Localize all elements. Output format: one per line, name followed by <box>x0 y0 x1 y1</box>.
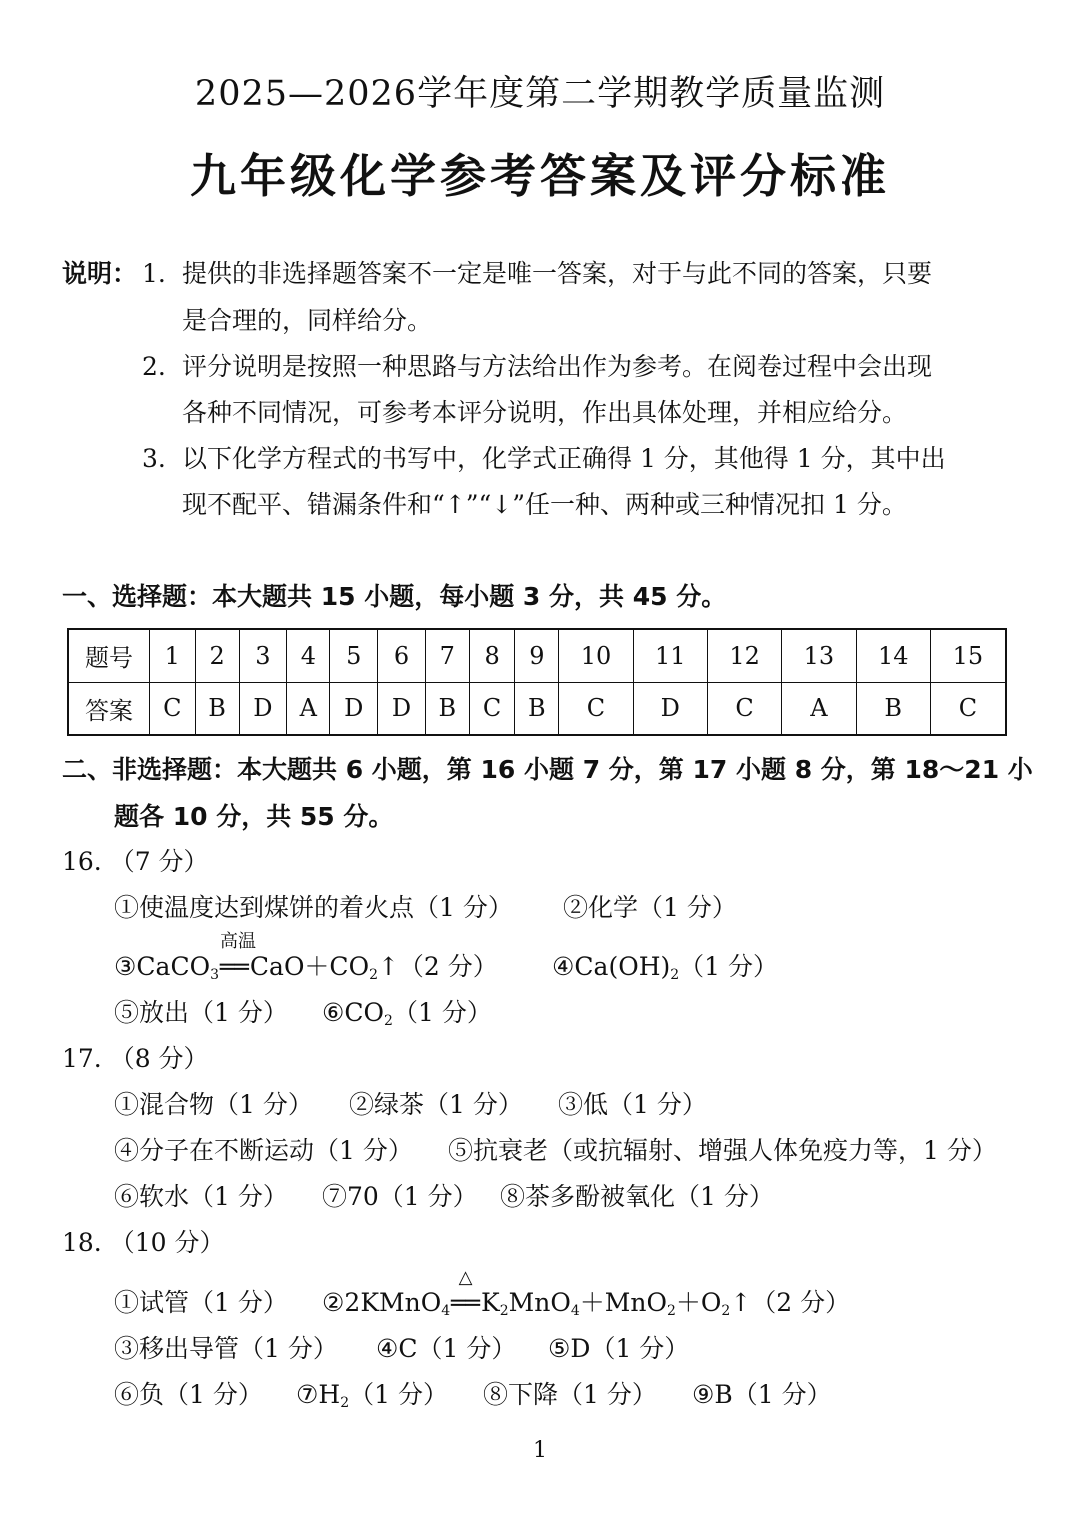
question-number: 7 <box>425 629 469 682</box>
section2-heading-line2: 题各 10 分，共 55 分。 <box>114 802 394 831</box>
q18-answer-5: ⑤D（1 分） <box>548 1334 690 1363</box>
question-number: 3 <box>239 629 287 682</box>
question-number: 6 <box>378 629 426 682</box>
q17-answer-8: ⑧茶多酚被氧化（1 分） <box>500 1182 774 1211</box>
answer-cell: B <box>856 682 930 735</box>
q16-eq-product: CaO＋CO <box>249 952 370 981</box>
answer-cell: B <box>195 682 239 735</box>
answer-cell: D <box>239 682 287 735</box>
note-2-line1: 评分说明是按照一种思路与方法给出作为参考。在阅卷过程中会出现 <box>182 352 933 381</box>
reaction-condition: 高温 <box>220 931 256 952</box>
q18-answer-8: ⑧下降（1 分） <box>483 1380 657 1409</box>
q17-answer-5: ⑤抗衰老（或抗辐射、增强人体免疫力等，1 分） <box>448 1136 997 1165</box>
table-row-questions <box>68 629 1006 682</box>
answer-cell: D <box>633 682 707 735</box>
row-label-answer: 答案 <box>68 682 150 735</box>
answer-table <box>67 628 1007 736</box>
notes-label: 说明： <box>62 259 138 288</box>
q16-answer-5: ⑤放出（1 分） <box>114 998 288 1027</box>
answer-cell: D <box>378 682 426 735</box>
q16-answer-3-equation <box>114 931 498 983</box>
q17-answer-1: ①混合物（1 分） <box>114 1090 313 1119</box>
question-number: 9 <box>515 629 559 682</box>
question-number: 2 <box>195 629 239 682</box>
note-2-line2: 各种不同情况，可参考本评分说明，作出具体处理，并相应给分。 <box>182 398 908 427</box>
question-number: 1 <box>150 629 196 682</box>
page-title: 九年级化学参考答案及评分标准 <box>190 149 890 203</box>
q18-eq-product: K <box>481 1288 500 1317</box>
row-label-question: 题号 <box>68 629 150 682</box>
reaction-sign: 高温 ══ <box>220 931 256 981</box>
q18-eq-sub: 4 <box>441 1303 451 1319</box>
question-number: 4 <box>287 629 330 682</box>
q17-answer-2: ②绿茶（1 分） <box>349 1090 523 1119</box>
answer-cell: C <box>930 682 1006 735</box>
q17-answer-3: ③低（1 分） <box>558 1090 707 1119</box>
section1-heading: 一、选择题：本大题共 15 小题，每小题 3 分，共 45 分。 <box>62 582 727 611</box>
q18-eq-sub: 2 <box>721 1303 731 1319</box>
question-number: 15 <box>930 629 1006 682</box>
table-row-answers <box>68 682 1006 735</box>
q16-a4-score: （1 分） <box>679 952 779 981</box>
answer-cell: C <box>707 682 781 735</box>
q18-eq-sub: 2 <box>499 1303 509 1319</box>
section2-heading-line1: 二、非选择题：本大题共 6 小题，第 16 小题 7 分，第 17 小题 8 分，第 18～21 小 <box>62 755 1033 784</box>
reaction-sign: △ ══ <box>451 1267 481 1317</box>
question-number: 14 <box>856 629 930 682</box>
q16-eq-score: ↑（2 分） <box>377 952 498 981</box>
q18-eq-sub: 4 <box>570 1303 580 1319</box>
q16-header: 16. （7 分） <box>62 847 209 876</box>
q17-answer-7: ⑦70（1 分） <box>322 1182 478 1211</box>
answer-cell: A <box>287 682 330 735</box>
q18-answer-9: ⑨B（1 分） <box>692 1380 832 1409</box>
q18-header: 18. （10 分） <box>62 1228 225 1257</box>
q18-eq-product: ＋MnO <box>579 1288 667 1317</box>
note-2-number: 2. <box>142 352 166 381</box>
q16-answer-6 <box>322 998 492 1028</box>
q18-answer-3: ③移出导管（1 分） <box>114 1334 338 1363</box>
q16-a4-formula: ④Ca(OH) <box>552 952 671 981</box>
answer-cell: C <box>150 682 196 735</box>
question-number: 12 <box>707 629 781 682</box>
q18-eq-product: ＋O <box>675 1288 722 1317</box>
q16-a6-sub: 2 <box>384 1013 393 1029</box>
q16-answer-4 <box>552 952 778 982</box>
note-1-line1: 提供的非选择题答案不一定是唯一答案，对于与此不同的答案，只要 <box>182 259 933 288</box>
q18-a7-formula: ⑦H <box>296 1380 341 1409</box>
answer-cell: B <box>515 682 559 735</box>
heat-condition-icon: △ <box>458 1267 473 1288</box>
note-1-number: 1. <box>142 259 166 288</box>
q18-answer-4: ④C（1 分） <box>376 1334 517 1363</box>
q18-eq-reactant: ②2KMnO <box>322 1288 442 1317</box>
q17-answer-6: ⑥软水（1 分） <box>114 1182 288 1211</box>
answer-cell: D <box>330 682 378 735</box>
note-3-line1: 以下化学方程式的书写中，化学式正确得 1 分，其他得 1 分，其中出 <box>182 444 946 473</box>
note-1-line2: 是合理的，同样给分。 <box>182 306 433 335</box>
q17-header: 17. （8 分） <box>62 1044 209 1073</box>
q18-a7-score: （1 分） <box>349 1380 448 1409</box>
answer-cell: C <box>469 682 515 735</box>
note-3-line2: 现不配平、错漏条件和“↑”“↓”任一种、两种或三种情况扣 1 分。 <box>182 490 907 519</box>
question-number: 13 <box>782 629 856 682</box>
q18-a7-sub: 2 <box>340 1395 350 1411</box>
q16-answer-2: ②化学（1 分） <box>563 893 737 922</box>
q18-answer-6: ⑥负（1 分） <box>114 1380 263 1409</box>
q18-answer-7 <box>296 1380 448 1410</box>
answer-cell: A <box>782 682 856 735</box>
q17-answer-4: ④分子在不断运动（1 分） <box>114 1136 413 1165</box>
q16-a6-formula: ⑥CO <box>322 998 385 1027</box>
q18-eq-score: ↑（2 分） <box>730 1288 851 1317</box>
exam-subtitle: 2025—2026学年度第二学期教学质量监测 <box>194 74 886 114</box>
question-number: 5 <box>330 629 378 682</box>
question-number: 8 <box>469 629 515 682</box>
q16-eq-sub: 2 <box>369 967 378 983</box>
q16-eq-sub: 3 <box>210 967 219 983</box>
page-number: 1 <box>533 1438 547 1463</box>
q16-answer-1: ①使温度达到煤饼的着火点（1 分） <box>114 893 513 922</box>
q18-answer-2-equation <box>322 1267 851 1319</box>
question-number: 10 <box>559 629 633 682</box>
q16-eq-reactant: ③CaCO <box>114 952 211 981</box>
q16-a4-sub: 2 <box>670 967 680 983</box>
q18-answer-1: ①试管（1 分） <box>114 1288 288 1317</box>
q16-a6-score: （1 分） <box>392 998 492 1027</box>
q18-eq-sub: 2 <box>666 1303 676 1319</box>
q18-eq-product: MnO <box>508 1288 571 1317</box>
answer-cell: B <box>425 682 469 735</box>
note-3-number: 3. <box>142 444 166 473</box>
question-number: 11 <box>633 629 707 682</box>
answer-cell: C <box>559 682 633 735</box>
